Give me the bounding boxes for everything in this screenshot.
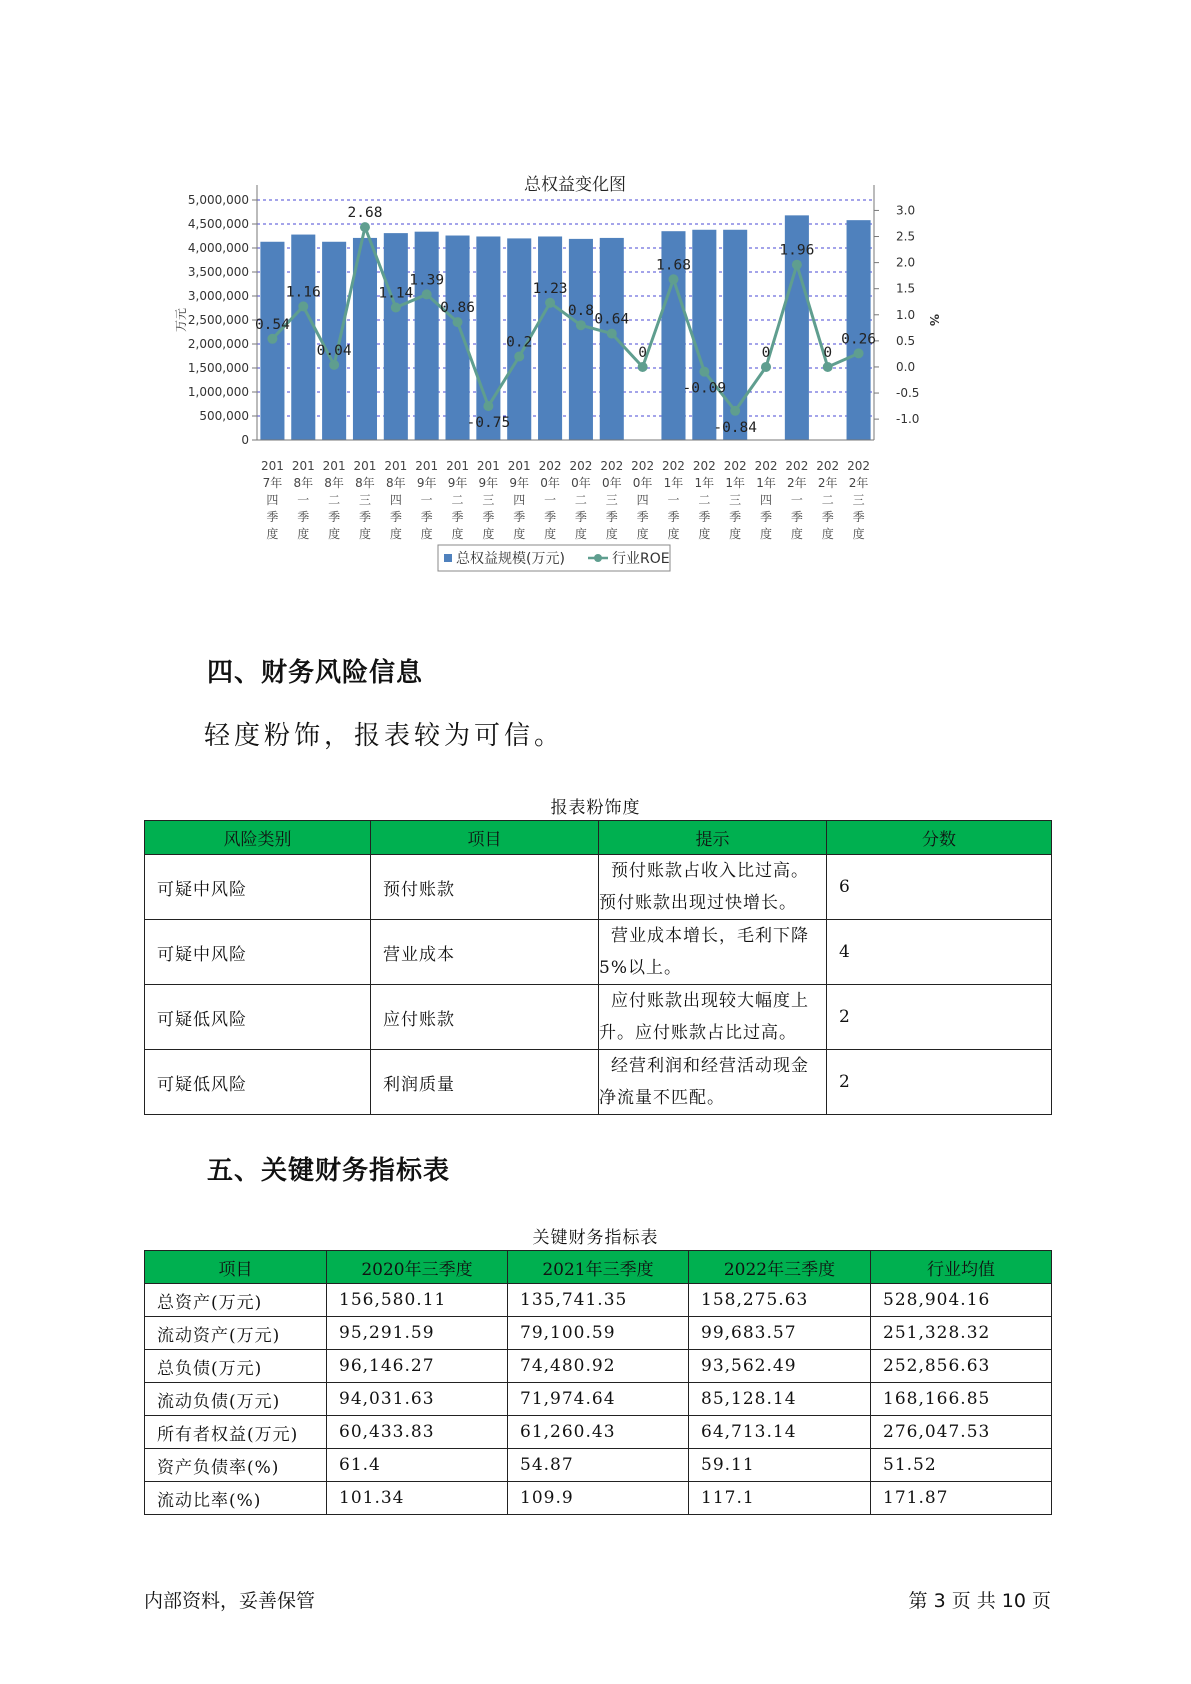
x-axis-category-label: 202 2年一季度	[785, 459, 809, 541]
left-axis-tick-label: 1,000,000	[187, 385, 249, 399]
risk-table-caption: 报表粉饰度	[550, 798, 641, 818]
equity-chart	[174, 165, 950, 625]
header-2022q3: 2022年三季度	[689, 1251, 871, 1284]
kpi-item-cell: 流动比率(%)	[145, 1482, 327, 1515]
roe-data-label: 2.68	[347, 205, 383, 222]
kpi-value-cell: 117.1	[689, 1482, 871, 1515]
risk-tip-text: 经营利润和经营活动现金净流量不匹配。	[599, 1056, 809, 1108]
equity-bar	[415, 232, 439, 440]
roe-point	[267, 334, 277, 344]
kpi-value-cell: 135,741.35	[508, 1284, 689, 1317]
left-axis-tick-label: 3,500,000	[187, 265, 249, 279]
kpi-value-cell: 60,433.83	[327, 1416, 508, 1449]
roe-point	[576, 320, 586, 330]
roe-data-label: 1.23	[532, 280, 568, 297]
equity-bar	[538, 236, 562, 440]
section-title-key-indicators: 五、关键财务指标表	[207, 1156, 451, 1186]
legend-line-label: 行业ROE	[612, 551, 670, 567]
left-axis-tick-label: 4,000,000	[187, 241, 249, 255]
table-row	[145, 1284, 1052, 1317]
header-risk-category: 风险类别	[145, 821, 371, 855]
x-axis-category-label: 201 9年四季度	[507, 459, 531, 541]
kpi-item-cell: 流动负债(万元)	[145, 1383, 327, 1416]
kpi-item-cell: 总资产(万元)	[145, 1284, 327, 1317]
x-axis-category-label: 202 1年一季度	[662, 459, 685, 541]
right-axis-tick-label: -0.5	[896, 386, 920, 401]
risk-category-cell: 可疑中风险	[145, 855, 371, 920]
risk-item-cell: 营业成本	[371, 920, 599, 985]
right-axis-title: %	[927, 313, 941, 327]
left-axis-tick-label: 3,000,000	[187, 289, 249, 303]
footer-confidential-note: 内部资料，妥善保管	[144, 1590, 316, 1612]
equity-bar	[445, 236, 469, 440]
equity-bar	[847, 220, 871, 440]
risk-category-cell: 可疑低风险	[145, 985, 371, 1050]
kpi-table-header-row	[145, 1251, 1052, 1284]
right-axis-tick-label: 2.5	[896, 229, 916, 244]
table-row	[145, 1449, 1052, 1482]
risk-tip-cell	[599, 855, 827, 920]
left-axis-tick-label: 1,500,000	[187, 361, 249, 375]
roe-data-label: 1.39	[409, 272, 445, 289]
section-title-financial-risk: 四、财务风险信息	[207, 658, 424, 688]
right-axis-tick-label: 1.5	[896, 281, 916, 296]
roe-point	[545, 298, 555, 308]
risk-item-cell: 预付账款	[371, 855, 599, 920]
equity-bar	[384, 233, 408, 440]
table-row	[145, 1050, 1052, 1115]
equity-chart-svg	[174, 165, 950, 625]
table-row	[145, 1482, 1052, 1515]
kpi-value-cell: 51.52	[871, 1449, 1052, 1482]
roe-point	[453, 317, 463, 327]
risk-item-cell: 利润质量	[371, 1050, 599, 1115]
x-axis-category-label: 202 1年三季度	[723, 459, 747, 541]
x-axis-category-label: 201 9年一季度	[415, 459, 439, 541]
left-axis-tick-label: 500,000	[199, 409, 249, 423]
table-row	[145, 1350, 1052, 1383]
kpi-value-cell: 99,683.57	[689, 1317, 871, 1350]
risk-category-cell: 可疑中风险	[145, 920, 371, 985]
risk-tip-cell	[599, 1050, 827, 1115]
roe-data-label: 1.14	[378, 285, 414, 302]
left-axis-tick-label: 5,000,000	[187, 193, 249, 207]
kpi-value-cell: 101.34	[327, 1482, 508, 1515]
risk-score-cell: 4	[827, 920, 1052, 985]
legend-line-marker	[594, 554, 602, 562]
x-axis-category-label: 202 0年三季度	[600, 459, 624, 541]
header-item: 项目	[371, 821, 599, 855]
kpi-value-cell: 85,128.14	[689, 1383, 871, 1416]
roe-point	[422, 289, 432, 299]
kpi-value-cell: 109.9	[508, 1482, 689, 1515]
x-axis-category-label: 201 8年三季度	[353, 459, 377, 541]
roe-point	[761, 362, 771, 372]
roe-data-label: 0.2	[506, 334, 533, 351]
roe-point	[391, 302, 401, 312]
roe-point	[699, 367, 709, 377]
roe-data-label: 0.86	[440, 300, 475, 317]
right-axis-tick-label: 2.0	[896, 255, 916, 270]
left-axis-tick-label: 2,500,000	[187, 313, 249, 327]
right-axis-tick-label: 0.5	[896, 333, 916, 348]
roe-point	[607, 329, 617, 339]
roe-data-label: 1.68	[656, 257, 691, 274]
risk-tip-text: 预付账款占收入比过高。预付账款出现过快增长。	[599, 861, 809, 913]
roe-point	[730, 406, 740, 416]
roe-data-label: 0.04	[316, 342, 352, 359]
right-axis-tick-label: 3.0	[896, 203, 916, 218]
risk-score-cell: 6	[827, 855, 1052, 920]
roe-point	[823, 362, 833, 372]
header-score: 分数	[827, 821, 1052, 855]
kpi-value-cell: 96,146.27	[327, 1350, 508, 1383]
left-axis-tick-label: 0	[241, 433, 249, 447]
footer-page-number: 第 3 页 共 10 页	[908, 1590, 1051, 1612]
kpi-value-cell: 61.4	[327, 1449, 508, 1482]
roe-data-label: 0.8	[567, 303, 595, 320]
left-axis-title: 万元	[174, 307, 188, 333]
right-axis-tick-label: 1.0	[896, 307, 916, 322]
kpi-table-caption: 关键财务指标表	[532, 1228, 659, 1248]
roe-data-label: 1.96	[779, 242, 815, 259]
x-axis-category-label: 201 7年四季度	[260, 459, 284, 541]
roe-point	[360, 222, 370, 232]
risk-item-cell: 应付账款	[371, 985, 599, 1050]
risk-summary: 轻度粉饰，报表较为可信。	[204, 721, 565, 751]
left-axis-tick-label: 4,500,000	[187, 217, 249, 231]
equity-bar	[291, 235, 315, 440]
legend-bar-swatch	[444, 554, 452, 562]
roe-data-label: 0.26	[841, 331, 877, 348]
risk-score-cell: 2	[827, 985, 1052, 1050]
kpi-value-cell: 171.87	[871, 1482, 1052, 1515]
table-row	[145, 855, 1052, 920]
kpi-value-cell: 168,166.85	[871, 1383, 1052, 1416]
roe-point	[854, 348, 864, 358]
risk-tip-cell	[599, 985, 827, 1050]
kpi-value-cell: 64,713.14	[689, 1416, 871, 1449]
x-axis-category-label: 201 9年二季度	[446, 459, 469, 541]
equity-bar	[692, 230, 716, 440]
roe-point	[668, 274, 678, 284]
kpi-item-cell: 所有者权益(万元)	[145, 1416, 327, 1449]
roe-data-label: 0	[761, 344, 771, 361]
x-axis-category-label: 202 0年四季度	[631, 459, 655, 541]
roe-data-label: 0	[638, 344, 647, 361]
x-axis-category-label: 202 2年二季度	[816, 459, 840, 541]
x-axis-category-label: 202 2年三季度	[847, 459, 871, 541]
equity-bar	[322, 242, 346, 440]
left-axis-tick-label: 2,000,000	[187, 337, 249, 351]
risk-table	[144, 820, 1052, 1115]
roe-point	[792, 260, 802, 270]
roe-point	[638, 362, 648, 372]
risk-table-header-row	[145, 821, 1052, 855]
x-axis-category-label: 202 0年一季度	[538, 459, 562, 541]
kpi-value-cell: 251,328.32	[871, 1317, 1052, 1350]
table-row	[145, 1317, 1052, 1350]
x-axis-category-label: 201 9年三季度	[476, 459, 500, 541]
roe-data-label: 0.54	[254, 316, 290, 333]
legend-bar-label: 总权益规模(万元)	[456, 551, 565, 567]
roe-data-label: -0.75	[466, 415, 511, 432]
x-axis-category-label: 202 0年二季度	[569, 459, 593, 541]
kpi-value-cell: 95,291.59	[327, 1317, 508, 1350]
header-2020q3: 2020年三季度	[327, 1251, 508, 1284]
risk-score-cell: 2	[827, 1050, 1052, 1115]
roe-point	[483, 401, 493, 411]
kpi-value-cell: 61,260.43	[508, 1416, 689, 1449]
chart-title: 总权益变化图	[524, 175, 626, 195]
roe-data-label: -0.84	[713, 419, 758, 436]
right-axis-tick-label: 0.0	[896, 359, 916, 374]
kpi-value-cell: 54.87	[508, 1449, 689, 1482]
x-axis-category-label: 201 8年四季度	[384, 459, 408, 541]
risk-tip-text: 营业成本增长，毛利下降5%以上。	[599, 926, 809, 978]
kpi-value-cell: 93,562.49	[689, 1350, 871, 1383]
roe-data-label: -0.09	[682, 380, 727, 397]
x-axis-category-label: 201 8年一季度	[291, 459, 315, 541]
kpi-value-cell: 158,275.63	[689, 1284, 871, 1317]
table-row	[145, 1383, 1052, 1416]
kpi-value-cell: 252,856.63	[871, 1350, 1052, 1383]
risk-tip-text: 应付账款出现较大幅度上升。应付账款占比过高。	[599, 991, 809, 1043]
kpi-value-cell: 71,974.64	[508, 1383, 689, 1416]
x-axis-category-label: 201 8年二季度	[322, 459, 346, 541]
risk-tip-cell	[599, 920, 827, 985]
kpi-value-cell: 276,047.53	[871, 1416, 1052, 1449]
header-industry-average: 行业均值	[871, 1251, 1052, 1284]
roe-point	[298, 301, 308, 311]
kpi-value-cell: 74,480.92	[508, 1350, 689, 1383]
equity-bar	[600, 238, 624, 440]
equity-bar	[569, 239, 593, 440]
kpi-item-cell: 总负债(万元)	[145, 1350, 327, 1383]
right-axis-tick-label: -1.0	[896, 412, 920, 427]
table-row	[145, 920, 1052, 985]
kpi-value-cell: 156,580.11	[327, 1284, 508, 1317]
kpi-value-cell: 528,904.16	[871, 1284, 1052, 1317]
kpi-value-cell: 79,100.59	[508, 1317, 689, 1350]
roe-data-label: 0.64	[594, 311, 630, 328]
kpi-item-cell: 资产负债率(%)	[145, 1449, 327, 1482]
kpi-value-cell: 59.11	[689, 1449, 871, 1482]
risk-category-cell: 可疑低风险	[145, 1050, 371, 1115]
x-axis-category-label: 202 1年二季度	[692, 459, 716, 541]
header-tip: 提示	[599, 821, 827, 855]
roe-data-label: 0	[823, 344, 833, 361]
roe-data-label: 1.16	[285, 284, 321, 301]
roe-point	[514, 352, 524, 362]
table-row	[145, 1416, 1052, 1449]
table-row	[145, 985, 1052, 1050]
x-axis-category-label: 202 1年四季度	[754, 459, 778, 541]
roe-point	[329, 360, 339, 370]
header-item: 项目	[145, 1251, 327, 1284]
header-2021q3: 2021年三季度	[508, 1251, 689, 1284]
kpi-item-cell: 流动资产(万元)	[145, 1317, 327, 1350]
kpi-table	[144, 1250, 1052, 1515]
kpi-value-cell: 94,031.63	[327, 1383, 508, 1416]
